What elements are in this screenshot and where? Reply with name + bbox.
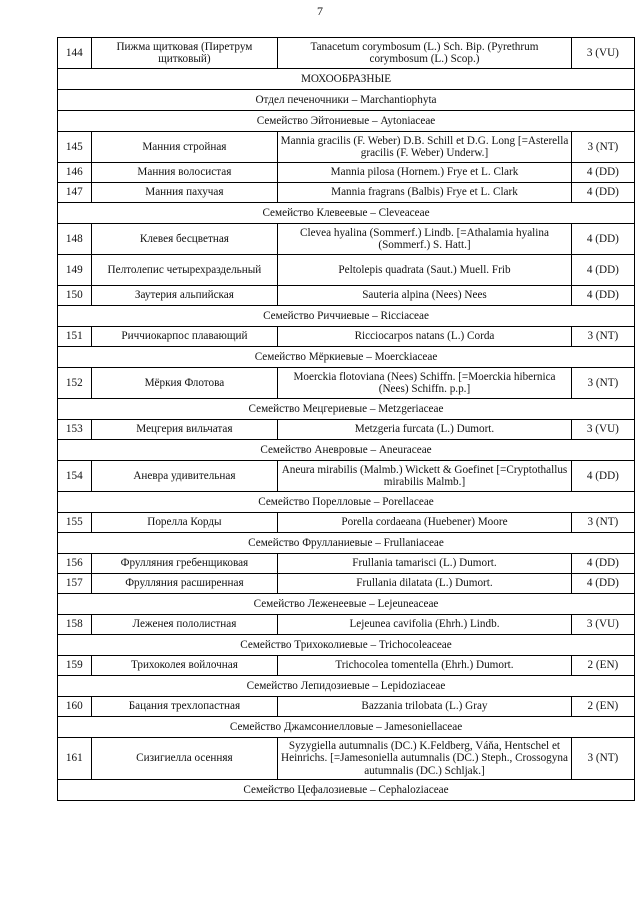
conservation-status: 4 (DD) — [571, 574, 634, 594]
latin-name: Tanacetum corymbosum (L.) Sch. Bip. (Pyrethrum corymbosum (L.) Scop.) — [278, 38, 572, 69]
section-header-row — [58, 533, 635, 554]
table-row — [58, 255, 635, 286]
russian-name: Пижма щитковая (Пиретрум щитковый) — [91, 38, 278, 69]
section-title: Семейство Цефалозиевые – Cephaloziaceae — [58, 780, 635, 801]
section-header-row — [58, 440, 635, 461]
section-title: Семейство Фрулланиевые – Frullaniaceae — [58, 533, 635, 554]
conservation-status: 3 (NT) — [571, 132, 634, 163]
species-number: 146 — [58, 163, 92, 183]
section-title: МОХООБРАЗНЫЕ — [58, 69, 635, 90]
russian-name: Фрулляния гребенщиковая — [91, 554, 278, 574]
russian-name: Аневра удивительная — [91, 461, 278, 492]
section-header-row — [58, 203, 635, 224]
latin-name: Bazzania trilobata (L.) Gray — [278, 697, 572, 717]
latin-name: Porella cordaeana (Huebener) Moore — [278, 513, 572, 533]
page-number: 7 — [317, 4, 323, 18]
table-row — [58, 163, 635, 183]
latin-name: Peltolepis quadrata (Saut.) Muell. Frib — [278, 255, 572, 286]
latin-name: Lejeunea cavifolia (Ehrh.) Lindb. — [278, 615, 572, 635]
conservation-status: 3 (NT) — [571, 738, 634, 780]
conservation-status: 4 (DD) — [571, 224, 634, 255]
section-header-row — [58, 90, 635, 111]
latin-name: Aneura mirabilis (Malmb.) Wickett & Goefinet [=Cryptothallus mirabilis Malmb.] — [278, 461, 572, 492]
section-header-row — [58, 492, 635, 513]
conservation-status: 4 (DD) — [571, 554, 634, 574]
conservation-status: 4 (DD) — [571, 461, 634, 492]
table-row — [58, 738, 635, 780]
russian-name: Порелла Корды — [91, 513, 278, 533]
conservation-status: 2 (EN) — [571, 697, 634, 717]
section-header-row — [58, 111, 635, 132]
table-row — [58, 697, 635, 717]
section-title: Семейство Леженеевые – Lejeuneaceae — [58, 594, 635, 615]
species-number: 158 — [58, 615, 92, 635]
latin-name: Trichocolea tomentella (Ehrh.) Dumort. — [278, 656, 572, 676]
section-header-row — [58, 594, 635, 615]
russian-name: Заутерия альпийская — [91, 286, 278, 306]
russian-name: Бацания трехлопастная — [91, 697, 278, 717]
section-title: Семейство Порелловые – Porellaceae — [58, 492, 635, 513]
species-number: 149 — [58, 255, 92, 286]
section-header-row — [58, 676, 635, 697]
conservation-status: 2 (EN) — [571, 656, 634, 676]
latin-name: Mannia pilosa (Hornem.) Frye et L. Clark — [278, 163, 572, 183]
conservation-status: 3 (NT) — [571, 327, 634, 347]
species-number: 150 — [58, 286, 92, 306]
section-header-row — [58, 399, 635, 420]
table-row — [58, 461, 635, 492]
table-row — [58, 615, 635, 635]
latin-name: Moerckia flotoviana (Nees) Schiffn. [=Moerckia hibernica (Nees) Schiffn. p.p.] — [278, 368, 572, 399]
conservation-status: 3 (VU) — [571, 420, 634, 440]
species-number: 152 — [58, 368, 92, 399]
section-title: Семейство Мецгериевые – Metzgeriaceae — [58, 399, 635, 420]
latin-name: Sauteria alpina (Nees) Nees — [278, 286, 572, 306]
species-number: 156 — [58, 554, 92, 574]
species-number: 157 — [58, 574, 92, 594]
section-title: Семейство Лепидозиевые – Lepidoziaceae — [58, 676, 635, 697]
section-header-row — [58, 306, 635, 327]
conservation-status: 3 (VU) — [571, 38, 634, 69]
russian-name: Мёркия Флотова — [91, 368, 278, 399]
species-number: 147 — [58, 183, 92, 203]
table-row — [58, 224, 635, 255]
table-row — [58, 286, 635, 306]
russian-name: Мецгерия вильчатая — [91, 420, 278, 440]
section-title: Семейство Аневровые – Aneuraceae — [58, 440, 635, 461]
table-row — [58, 513, 635, 533]
latin-name: Frullania dilatata (L.) Dumort. — [278, 574, 572, 594]
russian-name: Риччиокарпос плавающий — [91, 327, 278, 347]
table-row — [58, 554, 635, 574]
conservation-status: 4 (DD) — [571, 163, 634, 183]
species-number: 161 — [58, 738, 92, 780]
species-table — [57, 37, 635, 801]
species-number: 144 — [58, 38, 92, 69]
latin-name: Mannia gracilis (F. Weber) D.B. Schill et D.G. Long [=Asterella gracilis (F. Weber) Underw.] — [278, 132, 572, 163]
table-row — [58, 38, 635, 69]
russian-name: Сизигиелла осенняя — [91, 738, 278, 780]
table-row — [58, 368, 635, 399]
species-number: 155 — [58, 513, 92, 533]
latin-name: Frullania tamarisci (L.) Dumort. — [278, 554, 572, 574]
species-number: 153 — [58, 420, 92, 440]
section-title: Семейство Риччиевые – Ricciaceae — [58, 306, 635, 327]
russian-name: Манния стройная — [91, 132, 278, 163]
russian-name: Манния волосистая — [91, 163, 278, 183]
section-title: Семейство Эйтониевые – Aytoniaceae — [58, 111, 635, 132]
section-title: Семейство Мёркиевые – Moerckiaceae — [58, 347, 635, 368]
section-title: Отдел печеночники – Marchantiophyta — [58, 90, 635, 111]
species-number: 154 — [58, 461, 92, 492]
table-row — [58, 327, 635, 347]
section-title: Семейство Клевеевые – Cleveaceae — [58, 203, 635, 224]
species-number: 159 — [58, 656, 92, 676]
section-title: Семейство Джамсониелловые – Jamesoniellaceae — [58, 717, 635, 738]
table-row — [58, 656, 635, 676]
latin-name: Clevea hyalina (Sommerf.) Lindb. [=Athalamia hyalina (Sommerf.) S. Hatt.] — [278, 224, 572, 255]
russian-name: Трихоколея войлочная — [91, 656, 278, 676]
conservation-status: 4 (DD) — [571, 183, 634, 203]
russian-name: Фрулляния расширенная — [91, 574, 278, 594]
species-number: 151 — [58, 327, 92, 347]
section-header-row — [58, 347, 635, 368]
conservation-status: 4 (DD) — [571, 286, 634, 306]
species-number: 148 — [58, 224, 92, 255]
russian-name: Леженея пололистная — [91, 615, 278, 635]
latin-name: Syzygiella autumnalis (DC.) K.Feldberg, Váňa, Hentschel et Heinrichs. [=Jamesoniella autumnalis (DC.) Steph., Crossogyna autumnalis (DC.) Schljak.] — [278, 738, 572, 780]
section-header-row — [58, 780, 635, 801]
russian-name: Пелтолепис четырехраздельный — [91, 255, 278, 286]
latin-name: Metzgeria furcata (L.) Dumort. — [278, 420, 572, 440]
section-header-row — [58, 635, 635, 656]
table-row — [58, 420, 635, 440]
species-number: 145 — [58, 132, 92, 163]
russian-name: Манния пахучая — [91, 183, 278, 203]
table-row — [58, 183, 635, 203]
species-table-body — [58, 38, 635, 801]
section-header-row — [58, 717, 635, 738]
conservation-status: 3 (VU) — [571, 615, 634, 635]
latin-name: Mannia fragrans (Balbis) Frye et L. Clark — [278, 183, 572, 203]
conservation-status: 3 (NT) — [571, 513, 634, 533]
latin-name: Ricciocarpos natans (L.) Corda — [278, 327, 572, 347]
section-header-row — [58, 69, 635, 90]
species-number: 160 — [58, 697, 92, 717]
table-row — [58, 574, 635, 594]
russian-name: Клевея бесцветная — [91, 224, 278, 255]
section-title: Семейство Трихоколиевые – Trichocoleaceae — [58, 635, 635, 656]
conservation-status: 3 (NT) — [571, 368, 634, 399]
conservation-status: 4 (DD) — [571, 255, 634, 286]
table-row — [58, 132, 635, 163]
